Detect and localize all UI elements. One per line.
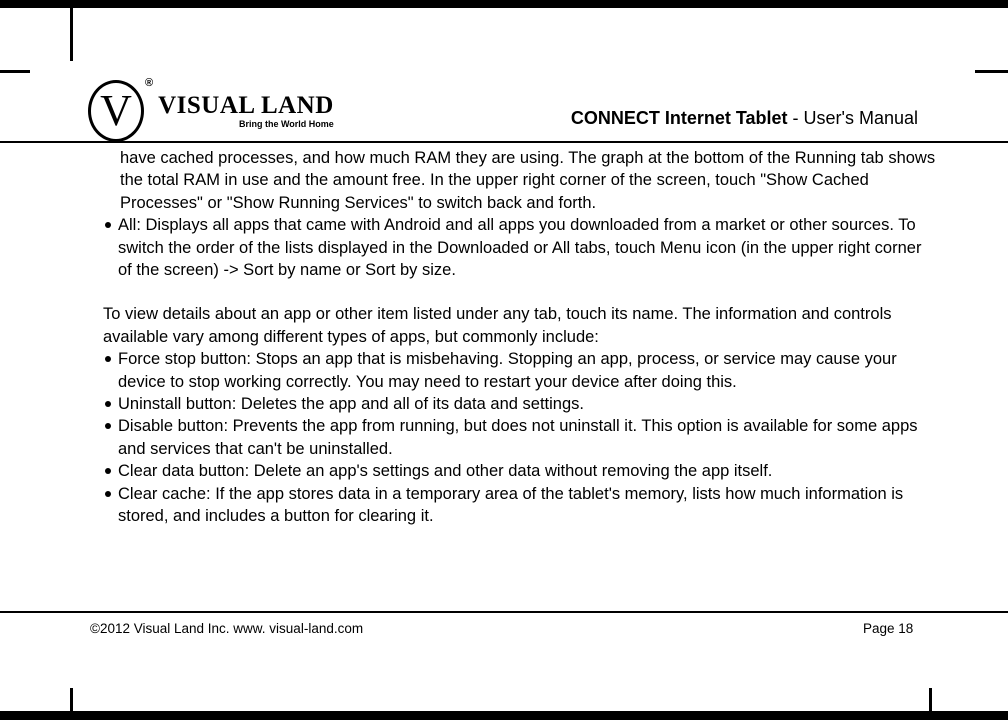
- list-item: All: Displays all apps that came with Android and all apps you downloaded from a market or other sources. To switch the order of the lists displayed in the Downloaded or All tabs, touch Menu icon (in the upper right corner of the screen) -> Sort by name or Sort by size.: [103, 214, 936, 281]
- crop-mark-right: [975, 70, 1008, 73]
- footer-rule: [0, 611, 1008, 613]
- bullet-list-controls: [103, 348, 936, 527]
- paragraph-continuation: have cached processes, and how much RAM they are using. The graph at the bottom of the Running tab shows the total RAM in use and the amount free. In the upper right corner of the screen, touch "Show Cached Processes" or "Show Running Services" to switch back and forth.: [120, 149, 936, 212]
- footer-copyright: ©2012 Visual Land Inc. www. visual-land.com: [90, 621, 364, 636]
- list-item: Uninstall button: Deletes the app and all of its data and settings.: [103, 393, 936, 415]
- logo-letter: V: [100, 86, 132, 135]
- brand-text: [158, 93, 334, 129]
- list-item: Clear cache: If the app stores data in a temporary area of the tablet's memory, lists how much information is stored, and includes a button for clearing it.: [103, 483, 936, 528]
- bottom-print-bar: [0, 711, 1008, 720]
- crop-mark-bottom-right: [929, 688, 932, 711]
- paragraph-view-details: To view details about an app or other item listed under any tab, touch its name. The information and controls available vary among different types of apps, but commonly include:: [103, 305, 892, 346]
- registered-trademark: ®: [145, 77, 154, 89]
- list-item: Disable button: Prevents the app from running, but does not uninstall it. This option is available for some apps and services that can't be uninstalled.: [103, 415, 936, 460]
- crop-mark-left: [0, 70, 30, 73]
- logo-circle-v-icon: [88, 80, 144, 142]
- brand-tagline: Bring the World Home: [238, 119, 334, 129]
- crop-mark-top-left: [70, 8, 73, 61]
- header-rule: [0, 141, 1008, 143]
- manual-title: [571, 108, 918, 129]
- list-item: Force stop button: Stops an app that is misbehaving. Stopping an app, process, or service may cause your device to stop working correctly. You may need to restart your device after doing this.: [103, 348, 936, 393]
- bullet-list-tabs: [103, 214, 936, 281]
- crop-mark-bottom-left: [70, 688, 73, 711]
- manual-title-suffix: - User's Manual: [787, 108, 918, 128]
- visual-land-logo: [88, 77, 334, 142]
- brand-name: VISUAL LAND: [158, 92, 334, 119]
- manual-title-product: CONNECT Internet Tablet: [570, 108, 788, 128]
- top-print-bar: [0, 0, 1008, 8]
- page-body: [103, 147, 936, 528]
- page-number: Page 18: [863, 621, 914, 636]
- list-item: Clear data button: Delete an app's settings and other data without removing the app itself.: [103, 460, 936, 482]
